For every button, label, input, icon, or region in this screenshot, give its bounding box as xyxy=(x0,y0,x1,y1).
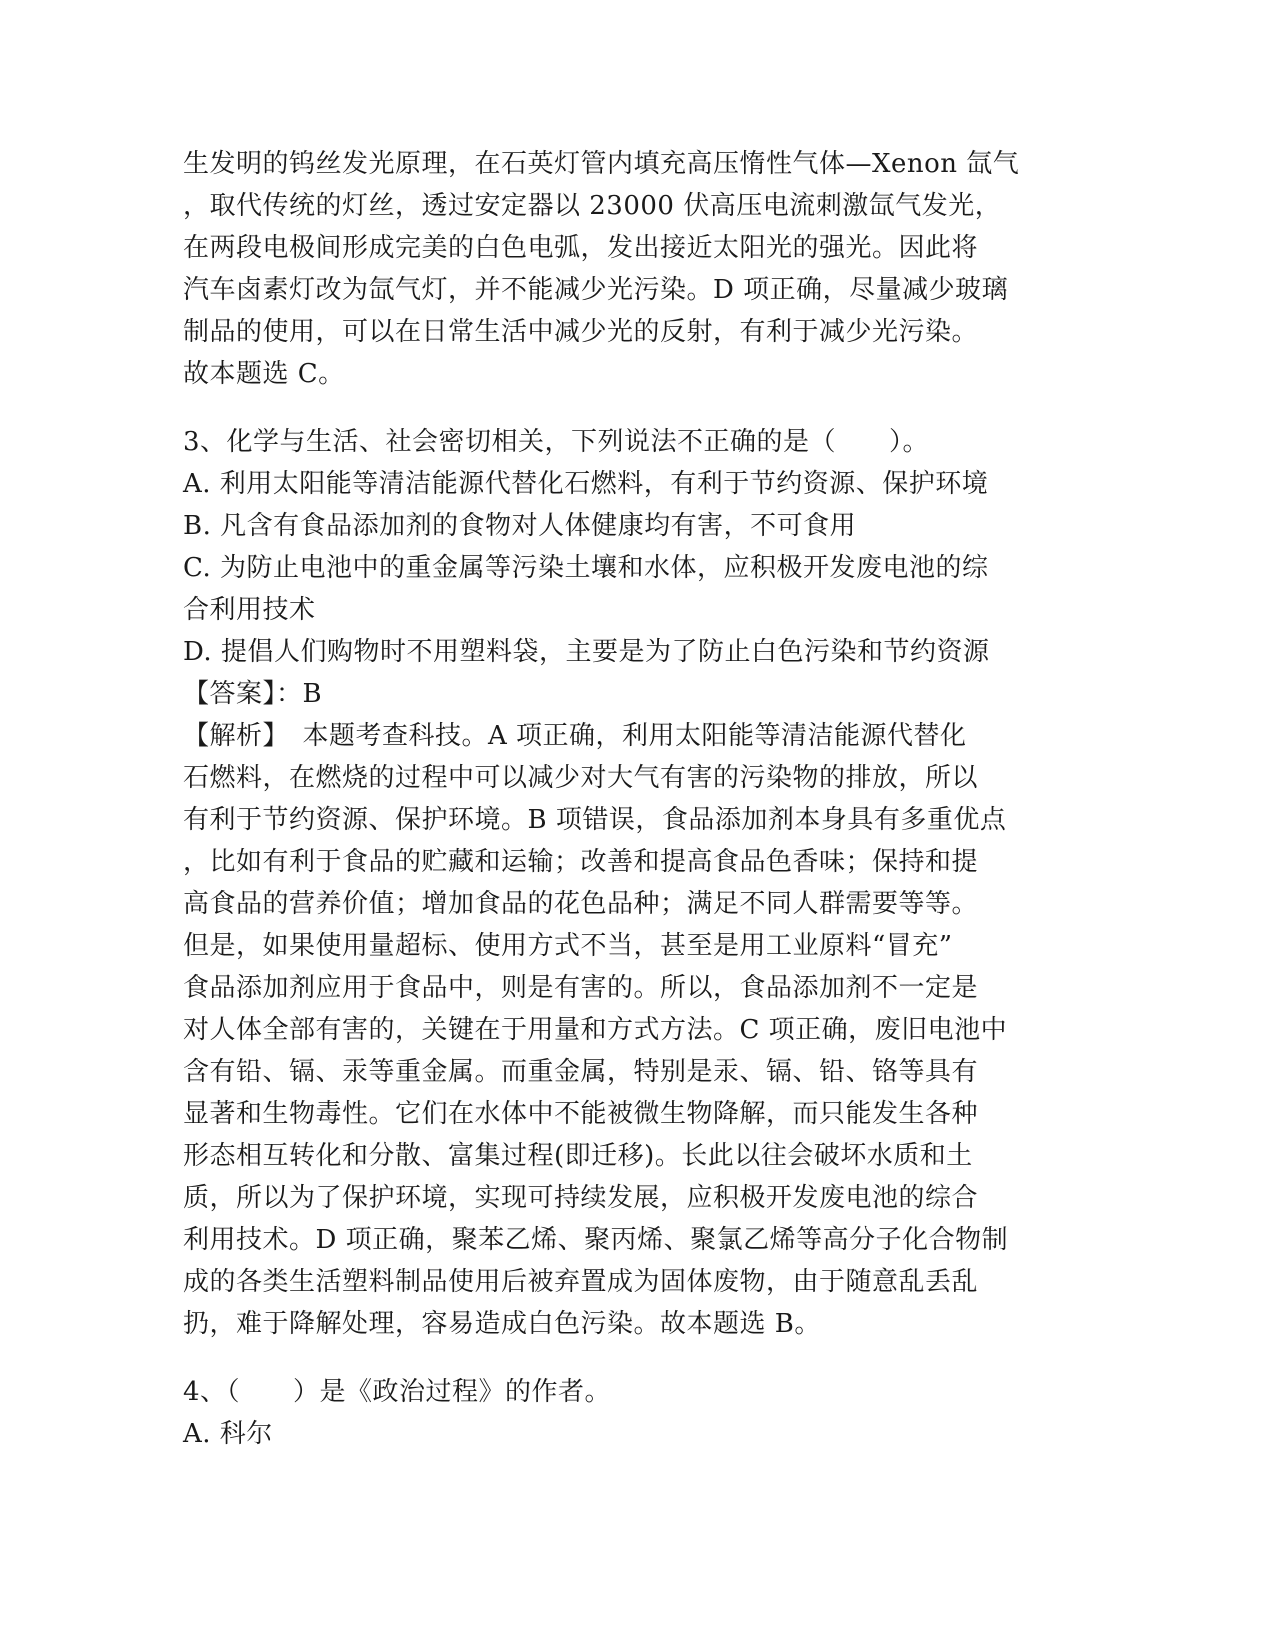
text-line: 制品的使用，可以在日常生活中减少光的反射，有利于减少光污染。 xyxy=(183,317,979,347)
question-stem: 3、化学与生活、社会密切相关，下列说法不正确的是（ ）。 xyxy=(183,427,930,457)
text-line: 形态相互转化和分散、富集过程(即迁移)。长此以往会破坏水质和土 xyxy=(183,1141,973,1171)
q2-explanation-tail xyxy=(183,143,1063,395)
text-line: 在两段电极间形成完美的白色电弧，发出接近太阳光的强光。因此将 xyxy=(183,233,979,263)
text-line: 【解析】 本题考查科技。A 项正确，利用太阳能等清洁能源代替化 xyxy=(183,721,967,751)
text-line: 汽车卤素灯改为氙气灯，并不能减少光污染。D 项正确，尽量减少玻璃 xyxy=(183,275,1009,305)
text-line: 高食品的营养价值；增加食品的花色品种；满足不同人群需要等等。 xyxy=(183,889,979,919)
text-line: 有利于节约资源、保护环境。B 项错误，食品添加剂本身具有多重优点 xyxy=(183,805,1007,835)
text-line: 成的各类生活塑料制品使用后被弃置成为固体废物，由于随意乱丢乱 xyxy=(183,1267,979,1297)
question-stem: 4、（ ）是《政治过程》的作者。 xyxy=(183,1377,612,1407)
text-line: ，比如有利于食品的贮藏和运输；改善和提高食品色香味；保持和提 xyxy=(183,847,979,877)
text-line: ，取代传统的灯丝，透过安定器以 23000 伏高压电流刺激氙气发光， xyxy=(183,191,1002,221)
text-line: 对人体全部有害的，关键在于用量和方式方法。C 项正确，废旧电池中 xyxy=(183,1015,1008,1045)
paragraph-gap xyxy=(183,395,1063,421)
option-c-continued: 合利用技术 xyxy=(183,595,316,625)
text-line: 含有铅、镉、汞等重金属。而重金属，特别是汞、镉、铅、铬等具有 xyxy=(183,1057,979,1087)
text-line: 但是，如果使用量超标、使用方式不当，甚至是用工业原料“冒充” xyxy=(183,931,953,961)
text-line: 显著和生物毒性。它们在水体中不能被微生物降解，而只能发生各种 xyxy=(183,1099,979,1129)
question-3 xyxy=(183,421,1063,1345)
text-line: 食品添加剂应用于食品中，则是有害的。所以，食品添加剂不一定是 xyxy=(183,973,979,1003)
text-line: 扔，难于降解处理，容易造成白色污染。故本题选 B。 xyxy=(183,1309,821,1339)
text-line: 故本题选 C。 xyxy=(183,359,345,389)
text-line: 质，所以为了保护环境，实现可持续发展，应积极开发废电池的综合 xyxy=(183,1183,979,1213)
text-line: 生发明的钨丝发光原理，在石英灯管内填充高压惰性气体—Xenon 氙气 xyxy=(183,149,1020,179)
option-a: A. 利用太阳能等清洁能源代替化石燃料，有利于节约资源、保护环境 xyxy=(183,469,989,499)
answer: 【答案】：B xyxy=(183,679,323,709)
text-line: 利用技术。D 项正确，聚苯乙烯、聚丙烯、聚氯乙烯等高分子化合物制 xyxy=(183,1225,1009,1255)
option-d: D. 提倡人们购物时不用塑料袋，主要是为了防止白色污染和节约资源 xyxy=(183,637,990,667)
paragraph-gap xyxy=(183,1345,1063,1371)
explanation xyxy=(183,715,1063,1345)
question-4 xyxy=(183,1371,1063,1455)
option-b: B. 凡含有食品添加剂的食物对人体健康均有害，不可食用 xyxy=(183,511,857,541)
option-a: A. 科尔 xyxy=(183,1419,273,1449)
document-page xyxy=(183,143,1063,1455)
text-line: 石燃料，在燃烧的过程中可以减少对大气有害的污染物的排放，所以 xyxy=(183,763,979,793)
option-c: C. 为防止电池中的重金属等污染土壤和水体，应积极开发废电池的综 xyxy=(183,553,989,583)
